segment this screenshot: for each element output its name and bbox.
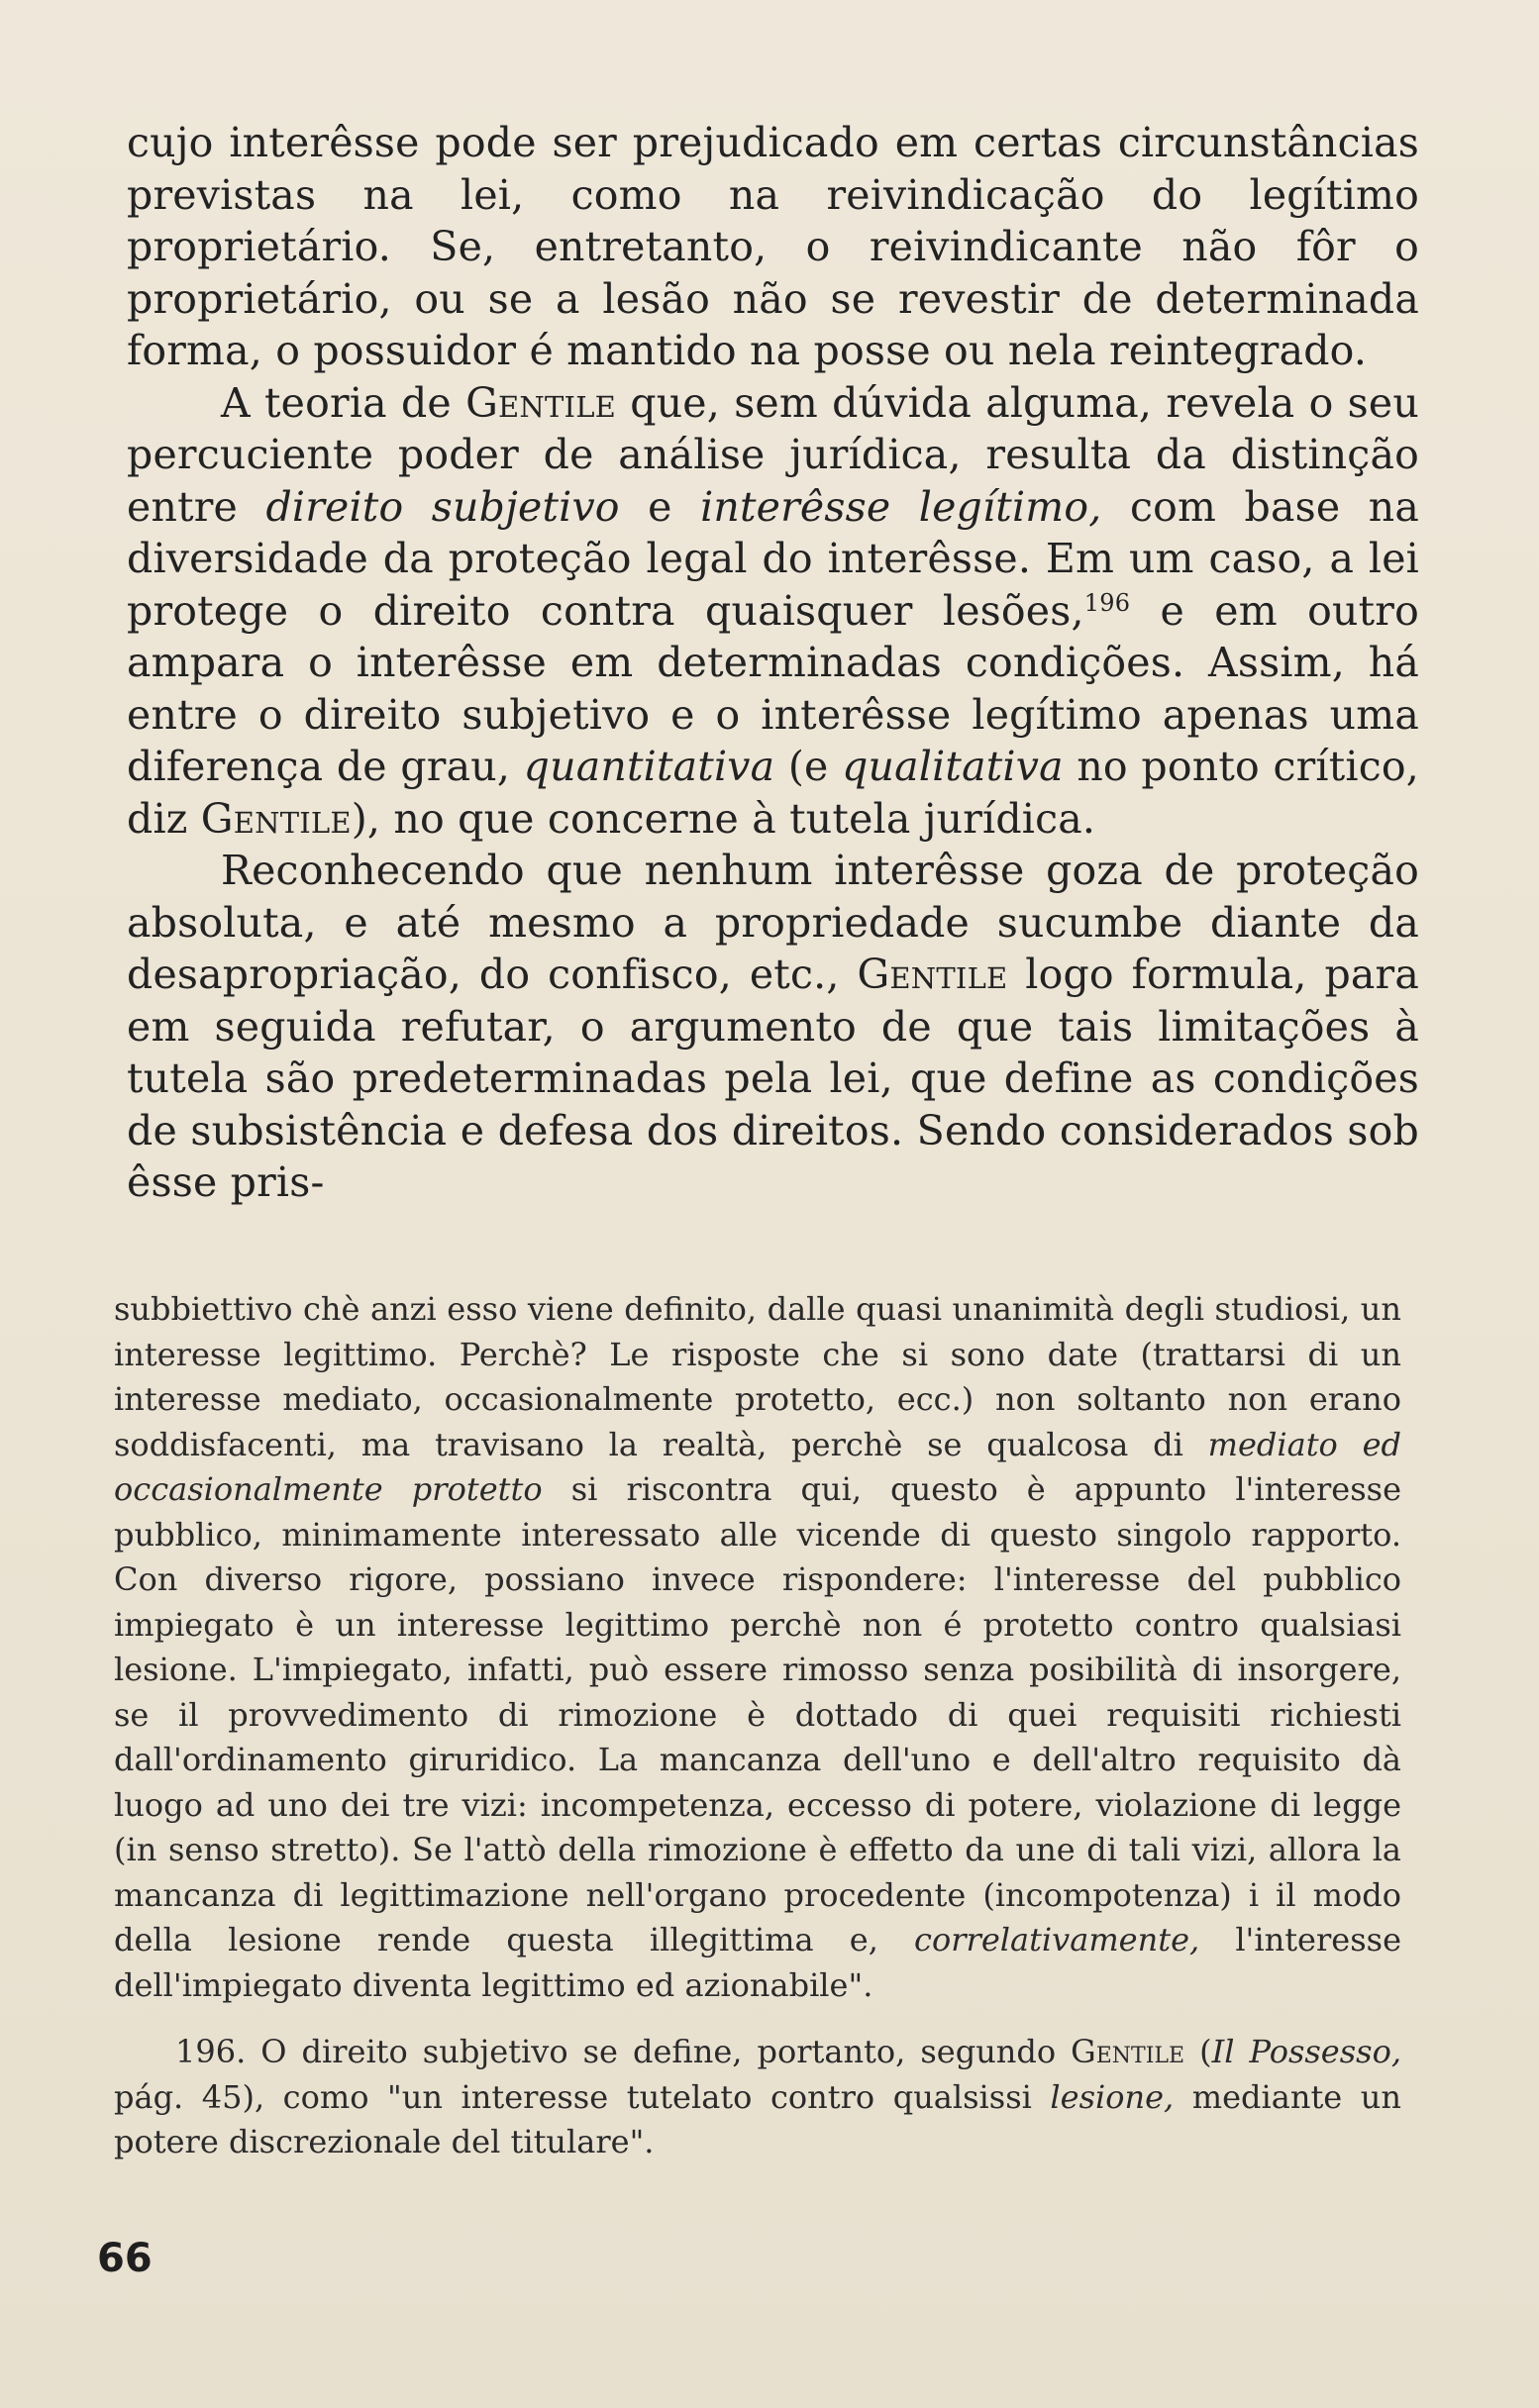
text-run: com base na diversidade da proteção legal do interêsse. Em um caso, a lei protege o direito contra quaisquer lesões, [127,482,1419,635]
text-run: pág. 45), como "un interesse tutelato contro qualsissi [114,2077,1051,2116]
text-run: ( [1184,2033,1212,2070]
footnote-196 [114,2030,1401,2165]
paragraph-2 [127,377,1419,846]
text-run: si riscontra qui, questo è appunto l'interesse pubblico, minimamente interessato alle vicende di questo singolo rapporto. Con diverso rigore, possiano invece rispondere: l'interesse del pubblico impiegato è un interesse legittimo perchè non é protetto contro qualsiasi lesione. L'impiegato, infatti, può essere rimosso senza posibilità di insorgere, se il provvedimento di rimozione è dottado di quei requisiti richiesti dall'ordinamento giruridico. La mancanza dell'uno e dell'altro requisito dà luogo ad uno dei tre vizi: incompetenza, eccesso di potere, violazione di legge (in senso stretto). Se l'attò della rimozione è effetto da une di tali vizi, allora la mancanza di legittimazione nell'organo procedente (incompotenza) i il modo della lesione rende questa illegittima e, [114,1470,1402,1958]
text-run: logo formula, para em seguida refutar, o argumento de que tais limitações à tutela são predeterminadas pela lei, que define as condições de subsistência e defesa dos direitos. Sendo considerados sob êsse pris- [127,951,1419,1206]
paragraph-1: cujo interêsse pode ser prejudicado em certas circunstâncias previstas na lei, como na reivindicação do legítimo proprietário. Se, entretanto, o reivindicante não fôr o proprietário, ou se a lesão não se revestir de determinada forma, o possuidor é mantido na posse ou nela reintegrado. [127,119,1419,374]
footnote-number: 196. [175,2033,247,2070]
text-run: e [619,482,701,531]
text-run: mediante un potere discrezionale del titulare". [114,2077,1402,2160]
paragraph-3 [127,845,1419,1209]
term-direito-subjetivo: direito subjetivo [265,482,620,531]
author-name: Gentile [857,951,1008,998]
footnotes [114,1287,1401,2165]
text-run: subbiettivo chè anzi esso viene definito, dalle quasi unanimità degli studiosi, un interesse legittimo. Perchè? Le risposte che si sono date (trattarsi di un interesse mediato, occasionalmente protetto, ecc.) non soltanto non erano soddisfacenti, ma travisano la realtà, perchè se qualcosa di [114,1290,1401,1463]
text-run: no ponto crítico, diz [127,743,1420,843]
text-run: A teoria de [221,378,466,427]
author-name: Gentile [1071,2033,1185,2070]
text-run: (e [774,743,843,790]
book-title: Il Possesso, [1211,2033,1402,2070]
author-name: Gentile [465,378,617,427]
term-qualitativa: qualitativa [842,743,1064,790]
footnote-ref-196: 196 [1083,588,1131,617]
term-correlativamente: correlativamente, [914,1921,1200,1958]
term-interesse-legitimo: interêsse legítimo, [700,482,1102,531]
term-quantitativa: quantitativa [523,743,775,790]
text-run: l'interesse dell'impiegato diventa legittimo ed azionabile". [114,1921,1402,2004]
text-run: ), no que concerne à tutela jurídica. [351,794,1096,843]
text-run: e em outro ampara o interêsse em determinadas condições. Assim, há entre o direito subjetivo e o interêsse legítimo apenas uma diferença de grau, [127,586,1419,790]
text-run: Reconhecendo que nenhum interêsse goza de proteção absoluta, e até mesmo a propriedade sucumbe diante da desapropriação, do confisco, etc., [127,847,1419,998]
term-lesione: lesione, [1050,2077,1175,2116]
text-run: O direito subjetivo se define, portanto, segundo [246,2033,1072,2070]
term-mediato: mediato ed occasionalmente protetto [114,1425,1402,1508]
footnote-continuation [114,1287,1401,2008]
text-run: que, sem dúvida alguma, revela o seu percuciente poder de análise jurídica, resulta da distinção entre [127,378,1419,531]
page-number: 66 [97,2236,153,2281]
main-text [127,117,1419,1209]
author-name: Gentile [200,794,352,843]
